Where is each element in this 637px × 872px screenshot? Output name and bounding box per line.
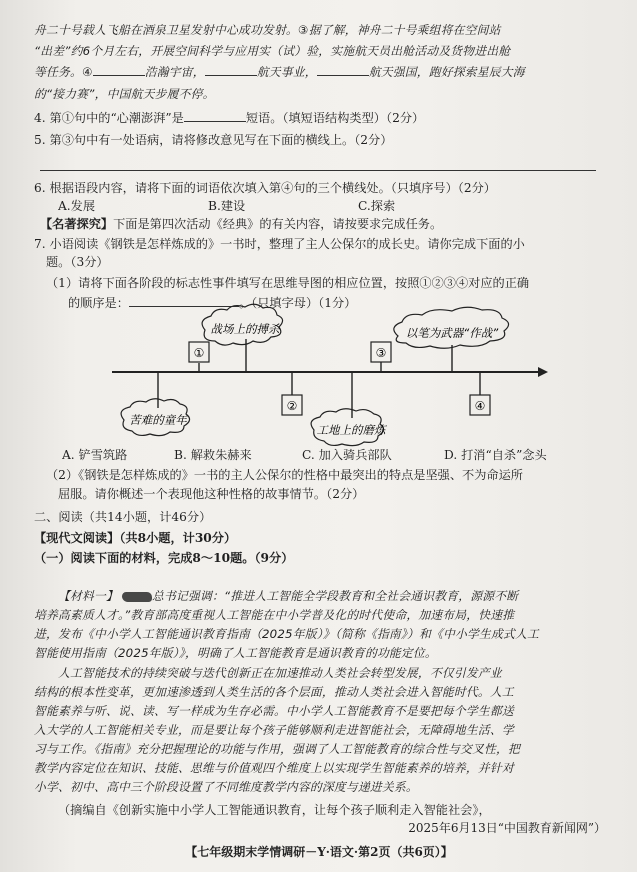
material-1-line-6: 结构的根本性变革，更加速渗透到人类生活的各个层面，推动人类社会进入智能时代。人工	[34, 685, 514, 699]
material-1-line-4: 智能使用指南（2025年版）》，明确了人工智能教育是通识教育的功能定位。	[34, 646, 437, 660]
mingzhu-label: 【名著探究】	[40, 217, 114, 231]
cloud-pen	[394, 307, 509, 348]
question-4-text-a: 4. 第①句中的“心潮澎湃”是	[34, 111, 184, 125]
cloud-worksite-label: 工地上的磨炼	[316, 423, 386, 437]
cloud-pen-label: 以笔为武器“作战”	[405, 326, 499, 340]
question-6: 6. 根据语段内容，请将下面的词语依次填入第④句的三个横线处。（只填序号）（2分）	[34, 181, 496, 195]
redaction-blot	[122, 592, 152, 602]
q6-option-a: A.发展	[58, 199, 96, 213]
material-1-line-11: 小学、初中、高中三个阶段设置了不同维度教学内容的深度与递进关系。	[34, 780, 418, 794]
cloud-battlefield-label: 战场上的搏杀	[210, 322, 280, 336]
question-7-sub2-line-2: 屈服。请你概述一个表现他这种性格的故事情节。（2分）	[58, 487, 365, 501]
passage-line-2: “出差”约6个月左右，开展空间科学与应用实（试）验，实施航天员出舱活动及货物进出舱	[34, 44, 511, 58]
question-7-options	[62, 447, 622, 464]
material-1-label: 【材料一】	[58, 589, 118, 603]
source-line-2: 2025年6月13日“中国教育新闻网”）	[408, 821, 606, 835]
cloud-worksite	[311, 409, 388, 446]
material-1-line-9: 习与工作。《指南》充分把握理论的功能与作用，强调了人工智能教育的综合性与交叉性，把	[34, 742, 520, 756]
passage-line-1: 舟二十号载人飞船在酒泉卫星发射中心成功发射。③据了解，神舟二十号乘组将在空间站	[34, 23, 501, 37]
mingzhu-text: 下面是第四次活动《经典》的有关内容，请按要求完成任务。	[113, 217, 443, 231]
box-4	[470, 395, 490, 415]
q7-sub1-text-a: 的顺序是：	[68, 296, 129, 310]
question-7-sub1-line-1: （1）请将下面各阶段的标志性事件填写在思维导图的相应位置，按照①②③④对应的正确	[46, 276, 530, 290]
q7-option-d: D. 打消“自杀”念头	[444, 448, 547, 462]
page-footer: 【七年级期末学情调研－Y·语文·第2页（共6页）】	[185, 845, 453, 859]
cloud-childhood-label: 苦难的童年	[129, 413, 187, 427]
question-4-text-b: 短语。（填短语结构类型）（2分）	[245, 111, 425, 125]
material-1-line-1-text: 总书记强调：“推进人工智能全学段教育和全社会通识教育，源源不断	[152, 589, 519, 603]
modern-reading-title: 【现代文阅读】（共8小题，计30分）	[34, 531, 237, 545]
material-1-line-3: 进，发布《中小学人工智能通识教育指南（2025年版）》（简称《指南》）和《中小学生成式人工	[34, 627, 539, 641]
material-1-line-7: 智能素养与听、说、读、写一样成为生存必需。中小学人工智能教育不是要把每个学生都送	[34, 704, 514, 718]
material-1-line-5: 人工智能技术的持续突破与迭代创新正在加速推动人类社会转型发展，不仅引发产业	[58, 666, 502, 680]
q6-option-c: C.探索	[358, 199, 396, 213]
material-1-line-10: 教学内容定位在知识、技能、思维与价值观四个维度上以实现学生智能素养的培养，并针对	[34, 761, 514, 775]
box-2-label: ②	[286, 399, 298, 413]
timeline-arrowhead	[538, 367, 548, 377]
cloud-childhood	[121, 399, 189, 436]
q7-sub1-text-b: 。（只填字母）（1分）	[238, 296, 357, 310]
box-4-label: ④	[474, 399, 486, 413]
question-7-sub2-line-1: （2）《钢铁是怎样炼成的》一书的主人公保尔的性格中最突出的特点是坚强、不为命运所	[46, 468, 523, 482]
box-1	[189, 342, 209, 362]
q7-option-a: A. 铲雪筑路	[62, 448, 128, 462]
question-7-line-2: 题。（3分）	[46, 255, 109, 269]
passage-line-3-c: 航天事业，	[256, 65, 317, 79]
passage-line-4: 的“接力赛”，中国航天步履不停。	[34, 87, 215, 101]
question-5: 5. 第③句中有一处语病，请将修改意见写在下面的横线上。（2分）	[34, 133, 393, 147]
box-3	[371, 342, 391, 362]
section-2-title: 二、阅读（共14小题，计46分）	[34, 510, 212, 524]
q7-option-c: C. 加入骑兵部队	[302, 448, 392, 462]
material-1-line-2: 培养高素质人才。”教育部高度重视人工智能在中小学普及化的时代使命，加速布局，快速推	[34, 608, 515, 622]
box-1-label: ①	[193, 346, 205, 360]
material-1-line-8: 入大学的人工智能相关专业，而是要让每个孩子能够顺利走进智能社会，无障碍地生活、学	[34, 723, 514, 737]
passage-line-3-b: 浩瀚宇宙，	[144, 65, 205, 79]
box-3-label: ③	[375, 346, 387, 360]
source-line-1: （摘编自《创新实施中小学人工智能通识教育，让每个孩子顺利走入智能社会》，	[58, 803, 491, 817]
passage-line-3-d: 航天强国，跑好探索星辰大海	[368, 65, 525, 79]
passage-line-3-a: 等任务。④	[34, 65, 93, 79]
cloud-battlefield	[202, 304, 282, 345]
question-7-line-1: 7. 小语阅读《钢铁是怎样炼成的》一书时，整理了主人公保尔的成长史。请你完成下面的小	[34, 237, 525, 251]
part-1-title: （一）阅读下面的材料，完成8～10题。（9分）	[34, 551, 294, 565]
box-2	[282, 395, 302, 415]
q6-option-b: B.建设	[208, 199, 246, 213]
q7-option-b: B. 解救朱赫来	[174, 448, 252, 462]
